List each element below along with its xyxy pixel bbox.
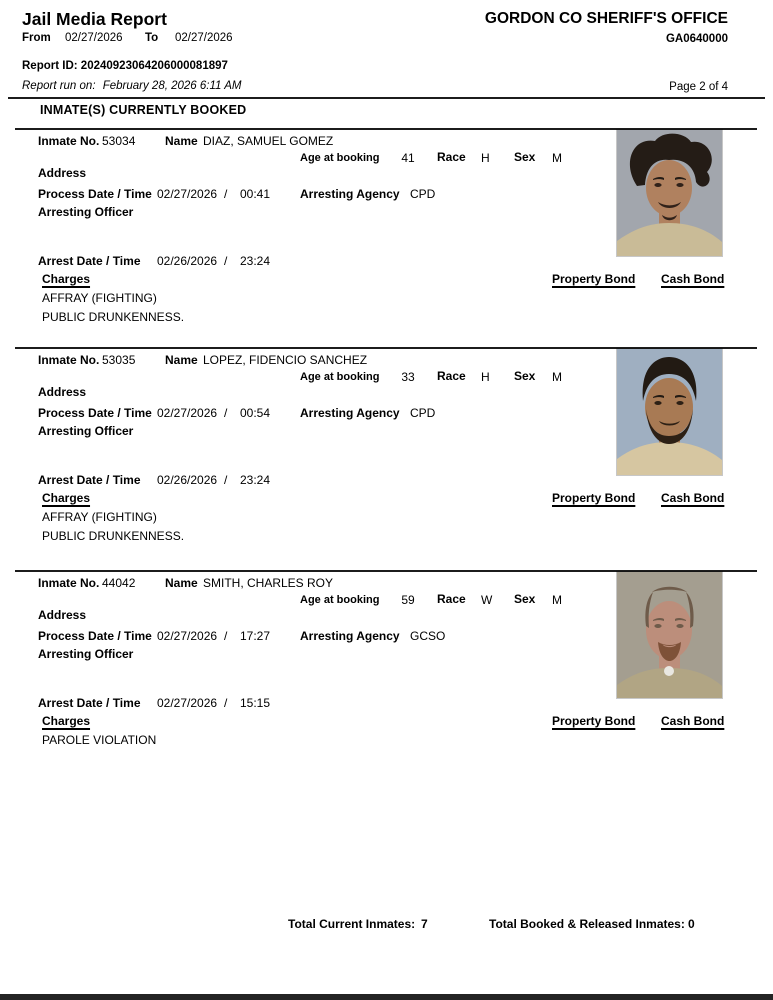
race-label: Race — [437, 150, 466, 164]
sex-label: Sex — [514, 369, 536, 383]
inmate-no-value: 53034 — [102, 134, 136, 148]
age-value: 41 — [401, 151, 415, 165]
charge-line: PUBLIC DRUNKENNESS. — [42, 529, 185, 543]
mugshot-photo — [617, 130, 722, 256]
left-eye — [654, 624, 661, 628]
arresting-officer-label: Arresting Officer — [38, 424, 134, 438]
address-label: Address — [38, 608, 87, 622]
cash-bond-header: Cash Bond — [661, 272, 725, 286]
race-value: H — [481, 151, 490, 165]
date-time-separator: / — [224, 696, 228, 710]
run-on-label: Report run on: — [22, 80, 96, 92]
from-date: 02/27/2026 — [65, 32, 123, 44]
charges-header: Charges — [42, 272, 91, 286]
arrest-date-value: 02/27/2026 — [157, 696, 218, 710]
total-booked-released-label: Total Booked & Released Inmates: — [489, 917, 685, 931]
inmate-no-label: Inmate No. — [38, 134, 100, 148]
page-bottom-edge — [0, 994, 773, 1000]
age-at-booking-label: Age at booking — [300, 152, 380, 164]
arresting-agency-label: Arresting Agency — [300, 406, 400, 420]
property-bond-header: Property Bond — [552, 272, 636, 286]
name-label: Name — [165, 576, 198, 590]
process-time-value: 00:41 — [240, 187, 271, 201]
mugshot-illustration — [617, 349, 722, 475]
sex-value: M — [552, 151, 562, 165]
arrest-date-value: 02/26/2026 — [157, 254, 218, 268]
name-value: DIAZ, SAMUEL GOMEZ — [203, 134, 334, 148]
cash-bond-header: Cash Bond — [661, 714, 725, 728]
arrest-time-value: 23:24 — [240, 473, 271, 487]
arresting-officer-label: Arresting Officer — [38, 205, 134, 219]
run-on-value: February 28, 2026 6:11 AM — [102, 80, 242, 92]
report-title: Jail Media Report — [22, 9, 167, 29]
from-label: From — [22, 32, 51, 44]
arresting-agency-value: CPD — [410, 187, 436, 201]
process-date-time-label: Process Date / Time — [38, 406, 152, 420]
race-label: Race — [437, 369, 466, 383]
age-at-booking-label: Age at booking — [300, 371, 380, 383]
process-date-value: 02/27/2026 — [157, 187, 218, 201]
office-code: GA0640000 — [665, 33, 728, 45]
name-value: LOPEZ, FIDENCIO SANCHEZ — [203, 353, 368, 367]
charges-header: Charges — [42, 714, 91, 728]
charge-line: PUBLIC DRUNKENNESS. — [42, 310, 185, 324]
sex-label: Sex — [514, 592, 536, 606]
right-eye — [676, 183, 683, 187]
arresting-agency-label: Arresting Agency — [300, 629, 400, 643]
race-value: H — [481, 370, 490, 384]
to-date: 02/27/2026 — [175, 32, 233, 44]
date-time-separator: / — [224, 254, 228, 268]
age-at-booking-label: Age at booking — [300, 594, 380, 606]
mugshot-photo — [617, 349, 722, 475]
inmate-no-label: Inmate No. — [38, 353, 100, 367]
property-bond-header: Property Bond — [552, 714, 636, 728]
arrest-date-time-label: Arrest Date / Time — [38, 473, 141, 487]
section-title: INMATE(S) CURRENTLY BOOKED — [40, 103, 247, 117]
report-run-on — [22, 80, 241, 93]
address-label: Address — [38, 385, 87, 399]
process-date-time-label: Process Date / Time — [38, 629, 152, 643]
charge-line: AFFRAY (FIGHTING) — [42, 291, 157, 305]
inmate-record — [0, 347, 773, 570]
right-eye — [676, 624, 683, 628]
sex-value: M — [552, 370, 562, 384]
process-time-value: 17:27 — [240, 629, 271, 643]
date-time-separator: / — [224, 187, 228, 201]
process-date-time-label: Process Date / Time — [38, 187, 152, 201]
charges-header: Charges — [42, 491, 91, 505]
arrest-date-time-label: Arrest Date / Time — [38, 254, 141, 268]
inmate-record — [0, 570, 773, 800]
charge-line: AFFRAY (FIGHTING) — [42, 510, 157, 524]
arrest-date-value: 02/26/2026 — [157, 473, 218, 487]
process-date-value: 02/27/2026 — [157, 629, 218, 643]
mugshot-illustration — [617, 130, 722, 256]
process-date-value: 02/27/2026 — [157, 406, 218, 420]
arresting-agency-label: Arresting Agency — [300, 187, 400, 201]
name-value: SMITH, CHARLES ROY — [203, 576, 334, 590]
age-value: 59 — [401, 593, 415, 607]
left-eye — [654, 401, 661, 405]
sex-value: M — [552, 593, 562, 607]
right-eye — [676, 401, 683, 405]
office-name: GORDON CO SHERIFF'S OFFICE — [484, 10, 728, 27]
inmate-no-value: 44042 — [102, 576, 136, 590]
arrest-time-value: 15:15 — [240, 696, 271, 710]
race-label: Race — [437, 592, 466, 606]
address-label: Address — [38, 166, 87, 180]
arresting-agency-value: GCSO — [410, 629, 446, 643]
report-id-label: Report ID: — [22, 60, 78, 72]
name-label: Name — [165, 353, 198, 367]
report-id-value: 20240923064206000081897 — [80, 60, 228, 72]
arresting-agency-value: CPD — [410, 406, 436, 420]
age-value: 33 — [401, 370, 415, 384]
header-divider — [8, 97, 765, 99]
arrest-time-value: 23:24 — [240, 254, 271, 268]
date-time-separator: / — [224, 473, 228, 487]
to-label: To — [145, 32, 159, 44]
report-id — [22, 60, 228, 73]
total-booked-released-value: 0 — [688, 917, 695, 931]
date-time-separator: / — [224, 629, 228, 643]
left-eye — [654, 183, 661, 187]
sex-label: Sex — [514, 150, 536, 164]
total-current-inmates-value: 7 — [421, 917, 428, 931]
mugshot-illustration — [617, 572, 722, 698]
neck-device — [664, 666, 674, 676]
arresting-officer-label: Arresting Officer — [38, 647, 134, 661]
race-value: W — [481, 593, 493, 607]
inmate-no-label: Inmate No. — [38, 576, 100, 590]
inmate-record — [0, 128, 773, 347]
name-label: Name — [165, 134, 198, 148]
arrest-date-time-label: Arrest Date / Time — [38, 696, 141, 710]
property-bond-header: Property Bond — [552, 491, 636, 505]
mugshot-photo — [617, 572, 722, 698]
inmate-no-value: 53035 — [102, 353, 136, 367]
charge-line: PAROLE VIOLATION — [42, 733, 157, 747]
total-current-inmates-label: Total Current Inmates: — [288, 917, 416, 931]
cash-bond-header: Cash Bond — [661, 491, 725, 505]
page-number: Page 2 of 4 — [669, 81, 728, 93]
date-time-separator: / — [224, 406, 228, 420]
process-time-value: 00:54 — [240, 406, 271, 420]
